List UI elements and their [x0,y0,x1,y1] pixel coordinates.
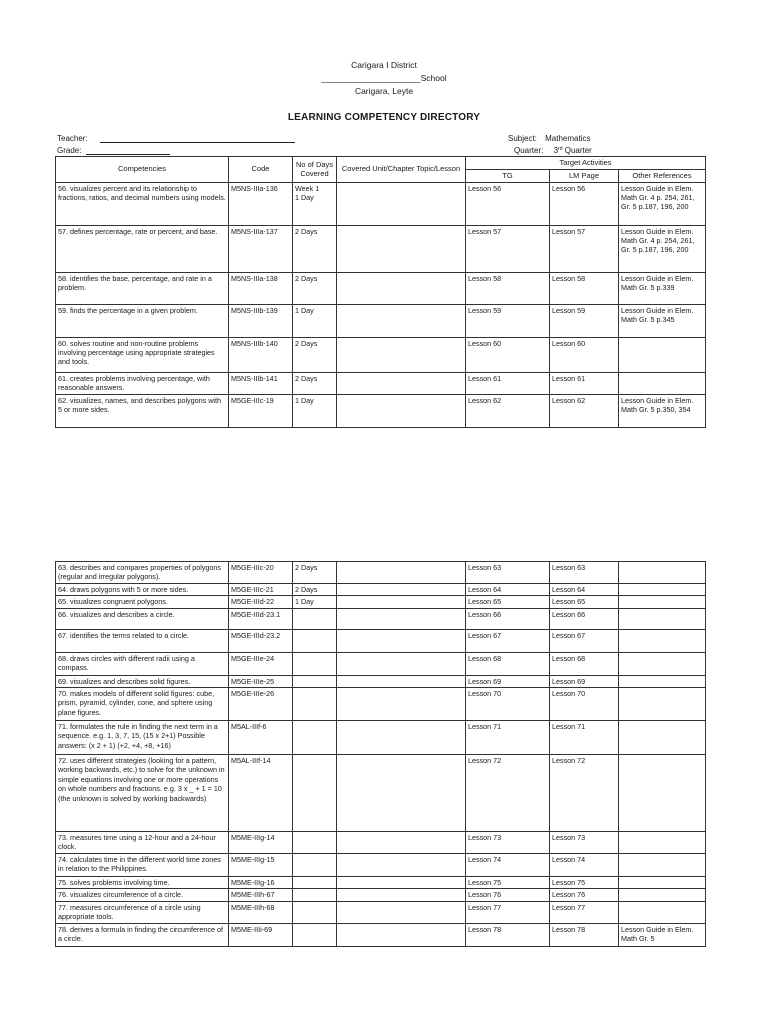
col-competencies: Competencies [56,157,229,183]
code-cell: M5NS-IIIb-141 [229,372,293,394]
tg-cell: Lesson 66 [466,608,550,629]
competency-cell: 64. draws polygons with 5 or more sides. [56,584,229,596]
table-row [56,721,706,755]
unit-cell [337,372,466,394]
code-cell: M5ME-IIIg-14 [229,832,293,854]
tg-cell: Lesson 56 [466,182,550,225]
code-cell: M5NS-IIIb-140 [229,337,293,372]
table-row [56,832,706,854]
lm-page-cell: Lesson 67 [550,629,619,652]
competency-cell: 72. uses different strategies (looking for a pattern, working backwards, etc.) to solve for the unknown in simple equations involving one or more operations on whole numbers and fractions. e.g. 3 x _ + 1 = 10 (the unknown is solved by working backwards) [56,755,229,832]
unit-cell [337,596,466,608]
references-cell [619,877,706,889]
days-cell: 2 Days [293,562,337,584]
references-cell [619,675,706,687]
days-cell [293,901,337,923]
quarter-suffix: rd [558,146,563,152]
table-row [56,755,706,832]
code-cell: M5GE-IIIe-25 [229,675,293,687]
days-cell [293,721,337,755]
days-cell [293,877,337,889]
table-row [56,272,706,304]
document-title: LEARNING COMPETENCY DIRECTORY [287,112,481,123]
lm-page-cell: Lesson 57 [550,225,619,272]
table-row [56,854,706,877]
tg-cell: Lesson 78 [466,923,550,946]
references-cell: Lesson Guide in Elem. Math Gr. 5 p.345 [619,304,706,337]
competency-cell: 57. defines percentage, rate or percent, and base. [56,225,229,272]
unit-cell [337,901,466,923]
table-row [56,394,706,427]
lm-page-cell: Lesson 66 [550,608,619,629]
tg-cell: Lesson 62 [466,394,550,427]
col-target: Target Activities [466,157,706,170]
days-cell [293,854,337,877]
lm-page-cell: Lesson 64 [550,584,619,596]
days-cell [293,755,337,832]
lm-page-cell: Lesson 62 [550,394,619,427]
code-cell: M5ME-IIIh-68 [229,901,293,923]
subject-value: Mathematics [545,134,591,143]
lm-page-cell: Lesson 56 [550,182,619,225]
school-line: _____________________School [321,73,447,83]
unit-cell [337,652,466,675]
tg-cell: Lesson 61 [466,372,550,394]
days-cell: Week 1 1 Day [293,182,337,225]
code-cell: M5ME-IIIg-16 [229,877,293,889]
days-cell [293,923,337,946]
code-cell: M5NS-IIIa-136 [229,182,293,225]
code-cell: M5AL-IIIf-6 [229,721,293,755]
subject-field [508,134,591,143]
unit-cell [337,832,466,854]
tg-cell: Lesson 60 [466,337,550,372]
tg-cell: Lesson 68 [466,652,550,675]
references-cell: Lesson Guide in Elem. Math Gr. 5 [619,923,706,946]
lm-page-cell: Lesson 68 [550,652,619,675]
tg-cell: Lesson 67 [466,629,550,652]
references-cell [619,629,706,652]
references-cell [619,721,706,755]
days-cell: 1 Day [293,596,337,608]
table-row [56,584,706,596]
references-cell [619,901,706,923]
unit-cell [337,608,466,629]
tg-cell: Lesson 65 [466,596,550,608]
unit-cell [337,225,466,272]
code-cell: M5NS-IIIb-139 [229,304,293,337]
competency-cell: 69. visualizes and describes solid figures. [56,675,229,687]
school-location: Carigara, Leyte [354,86,414,96]
table-row [56,629,706,652]
col-tg: TG [466,169,550,182]
table-row [56,608,706,629]
subject-label: Subject: [508,134,537,143]
table-row [56,901,706,923]
unit-cell [337,675,466,687]
unit-cell [337,272,466,304]
code-cell: M5GE-IIId-23.2 [229,629,293,652]
lm-page-cell: Lesson 76 [550,889,619,901]
unit-cell [337,394,466,427]
code-cell: M5GE-IIIc-20 [229,562,293,584]
tg-cell: Lesson 70 [466,688,550,721]
unit-cell [337,182,466,225]
unit-cell [337,889,466,901]
teacher-blank [100,134,295,143]
days-cell [293,688,337,721]
days-cell: 1 Day [293,394,337,427]
lm-page-cell: Lesson 58 [550,272,619,304]
unit-cell [337,721,466,755]
lm-page-cell: Lesson 69 [550,675,619,687]
tg-cell: Lesson 76 [466,889,550,901]
competency-cell: 62. visualizes, names, and describes polygons with 5 or more sides. [56,394,229,427]
references-cell [619,755,706,832]
references-cell [619,832,706,854]
tg-cell: Lesson 72 [466,755,550,832]
competency-cell: 67. identifies the terms related to a circle. [56,629,229,652]
lm-page-cell: Lesson 75 [550,877,619,889]
lm-page-cell: Lesson 78 [550,923,619,946]
competency-cell: 66. visualizes and describes a circle. [56,608,229,629]
tg-cell: Lesson 77 [466,901,550,923]
competency-cell: 77. measures circumference of a circle using appropriate tools. [56,901,229,923]
competency-cell: 56. visualizes percent and its relationship to fractions, ratios, and decimal numbers using models. [56,182,229,225]
tg-cell: Lesson 63 [466,562,550,584]
table-row [56,304,706,337]
unit-cell [337,755,466,832]
competency-cell: 58. identifies the base, percentage, and rate in a problem. [56,272,229,304]
unit-cell [337,688,466,721]
references-cell [619,584,706,596]
code-cell: M5GE-IIId-22 [229,596,293,608]
competency-cell: 73. measures time using a 12-hour and a 24-hour clock. [56,832,229,854]
competency-cell: 70. makes models of different solid figures: cube, prism, pyramid, cylinder, cone, and sphere using plane figures. [56,688,229,721]
lm-page-cell: Lesson 70 [550,688,619,721]
competency-cell: 71. formulates the rule in finding the next term in a sequence. e.g. 1, 3, 7, 15, (15 x 2+1) Possible answers: (x 2 + 1) (+2, +4, +8, +16) [56,721,229,755]
references-cell: Lesson Guide in Elem. Math Gr. 4 p. 254, 261, Gr. 5 p.187, 196, 200 [619,225,706,272]
table-row [56,372,706,394]
col-unit: Covered Unit/Chapter Topic/Lesson [337,157,466,183]
days-cell [293,889,337,901]
days-cell [293,652,337,675]
quarter-label: Quarter: [514,146,544,155]
code-cell: M5GE-IIIe-26 [229,688,293,721]
competency-cell: 61. creates problems involving percentage, with reasonable answers. [56,372,229,394]
references-cell: Lesson Guide in Elem. Math Gr. 5 p.339 [619,272,706,304]
unit-cell [337,304,466,337]
days-cell: 2 Days [293,584,337,596]
days-cell: 2 Days [293,337,337,372]
lm-page-cell: Lesson 72 [550,755,619,832]
teacher-label: Teacher: [57,134,88,143]
days-cell [293,608,337,629]
lm-page-cell: Lesson 63 [550,562,619,584]
competency-cell: 68. draws circles with different radii using a compass. [56,652,229,675]
unit-cell [337,877,466,889]
days-cell: 2 Days [293,225,337,272]
code-cell: M5AL-IIIf-14 [229,755,293,832]
unit-cell [337,923,466,946]
tg-cell: Lesson 74 [466,854,550,877]
code-cell: M5NS-IIIa-137 [229,225,293,272]
table-row [56,596,706,608]
references-cell [619,596,706,608]
col-lm: LM Page [550,169,619,182]
competency-cell: 75. solves problems involving time. [56,877,229,889]
code-cell: M5NS-IIIa-138 [229,272,293,304]
lm-page-cell: Lesson 65 [550,596,619,608]
code-cell: M5GE-IIId-23.1 [229,608,293,629]
competency-cell: 59. finds the percentage in a given problem. [56,304,229,337]
tg-cell: Lesson 58 [466,272,550,304]
competency-cell: 65. visualizes congruent polygons. [56,596,229,608]
code-cell: M5GE-IIIe-24 [229,652,293,675]
table-row [56,877,706,889]
unit-cell [337,584,466,596]
quarter-field [514,146,592,155]
competency-table-2 [55,561,706,947]
references-cell [619,652,706,675]
tg-cell: Lesson 73 [466,832,550,854]
days-cell: 2 Days [293,272,337,304]
table-row [56,688,706,721]
days-cell [293,832,337,854]
tg-cell: Lesson 57 [466,225,550,272]
competency-table-1 [55,156,706,428]
table-row [56,182,706,225]
unit-cell [337,562,466,584]
teacher-field [57,134,295,143]
quarter-word: Quarter [564,146,592,155]
days-cell: 2 Days [293,372,337,394]
tg-cell: Lesson 69 [466,675,550,687]
grade-label: Grade: [57,146,82,155]
col-refs: Other References [619,169,706,182]
references-cell [619,854,706,877]
table-row [56,225,706,272]
code-cell: M5GE-IIIc-21 [229,584,293,596]
references-cell [619,562,706,584]
days-cell [293,675,337,687]
references-cell [619,372,706,394]
lm-page-cell: Lesson 77 [550,901,619,923]
unit-cell [337,854,466,877]
table-row [56,889,706,901]
references-cell [619,889,706,901]
grade-field [57,146,170,155]
tg-cell: Lesson 64 [466,584,550,596]
col-code: Code [229,157,293,183]
grade-blank [86,146,170,155]
unit-cell [337,337,466,372]
competency-cell: 76. visualizes circumference of a circle. [56,889,229,901]
lm-page-cell: Lesson 74 [550,854,619,877]
code-cell: M5ME-IIIi-69 [229,923,293,946]
tg-cell: Lesson 75 [466,877,550,889]
table-row [56,337,706,372]
tg-cell: Lesson 59 [466,304,550,337]
days-cell: 1 Day [293,304,337,337]
lm-page-cell: Lesson 59 [550,304,619,337]
competency-cell: 78. derives a formula in finding the circumference of a circle. [56,923,229,946]
references-cell [619,608,706,629]
lm-page-cell: Lesson 60 [550,337,619,372]
references-cell [619,688,706,721]
code-cell: M5ME-IIIg-15 [229,854,293,877]
table-row [56,675,706,687]
references-cell: Lesson Guide in Elem. Math Gr. 4 p. 254, 261, Gr. 5 p.187, 196, 200 [619,182,706,225]
col-days: No of Days Covered [293,157,337,183]
lm-page-cell: Lesson 71 [550,721,619,755]
district-name: Carigara I District [351,60,417,70]
lm-page-cell: Lesson 73 [550,832,619,854]
references-cell [619,337,706,372]
days-cell [293,629,337,652]
competency-cell: 63. describes and compares properties of polygons (regular and irregular polygons). [56,562,229,584]
competency-cell: 74. calculates time in the different world time zones in relation to the Philippines. [56,854,229,877]
quarter-number: 3 [553,146,559,155]
table-row [56,923,706,946]
table-row [56,562,706,584]
table-row [56,652,706,675]
tg-cell: Lesson 71 [466,721,550,755]
references-cell: Lesson Guide in Elem. Math Gr. 5 p.350, 354 [619,394,706,427]
code-cell: M5ME-IIIh-67 [229,889,293,901]
code-cell: M5GE-IIIc-19 [229,394,293,427]
lm-page-cell: Lesson 61 [550,372,619,394]
competency-cell: 60. solves routine and non-routine problems involving percentage using appropriate strategies and tools. [56,337,229,372]
unit-cell [337,629,466,652]
